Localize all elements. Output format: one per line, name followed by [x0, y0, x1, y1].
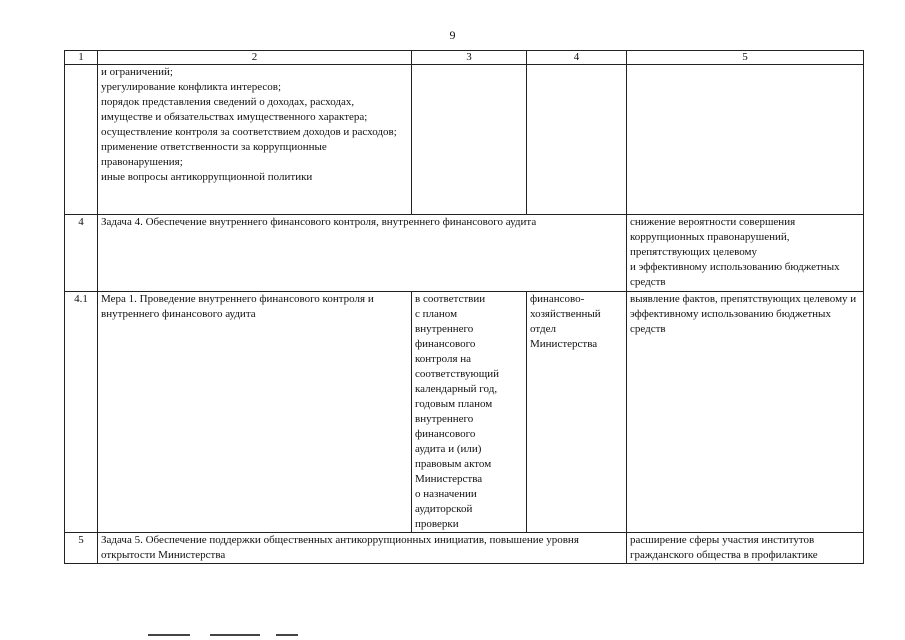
header-cell: 3	[412, 51, 527, 65]
row-number: 4	[65, 215, 98, 292]
table-row	[65, 292, 864, 533]
header-cell: 4	[527, 51, 627, 65]
expected-result	[627, 65, 864, 215]
table-row	[65, 65, 864, 215]
row-number: 4.1	[65, 292, 98, 533]
task-title: Задача 4. Обеспечение внутреннего финансового контроля, внутреннего финансового аудита	[98, 215, 627, 292]
expected-result: выявление фактов, препятствующих целевому и эффективному использованию бюджетных средств	[627, 292, 864, 533]
expected-result: снижение вероятности совершения коррупционных правонарушений, препятствующих целевому и эффективному использованию бюджетных средств	[627, 215, 864, 292]
measure-description: Мера 1. Проведение внутреннего финансового контроля и внутреннего финансового аудита	[98, 292, 412, 533]
row-number	[65, 65, 98, 215]
deadline-cell: в соответствии с планом внутреннего финансового контроля на соответствующий календарный год, годовым планом внутреннего финансового аудита и (или) правовым актом Министерства о назначении аудиторской проверки	[412, 292, 527, 533]
table-row	[65, 215, 864, 292]
measure-description: и ограничений; урегулирование конфликта интересов; порядок представления сведений о доходах, расходах, имуществе и обязательствах имущественного характера; осуществление контроля за соответствием доходов и расходов; применение ответственности за коррупционные правонарушения; иные вопросы антикоррупционной политики	[98, 65, 412, 215]
scan-artifact	[148, 634, 328, 637]
header-cell: 2	[98, 51, 412, 65]
header-cell: 5	[627, 51, 864, 65]
row-number: 5	[65, 533, 98, 564]
measures-table	[64, 50, 864, 564]
page-number: 9	[449, 28, 456, 42]
responsible-cell: финансово- хозяйственный отдел Министерства	[527, 292, 627, 533]
task-title: Задача 5. Обеспечение поддержки общественных антикоррупционных инициатив, повышение уровня открытости Министерства	[98, 533, 627, 564]
responsible-cell	[527, 65, 627, 215]
header-cell: 1	[65, 51, 98, 65]
deadline-cell	[412, 65, 527, 215]
table-header-row	[65, 51, 864, 65]
table-row	[65, 533, 864, 564]
expected-result: расширение сферы участия институтов гражданского общества в профилактике	[627, 533, 864, 564]
